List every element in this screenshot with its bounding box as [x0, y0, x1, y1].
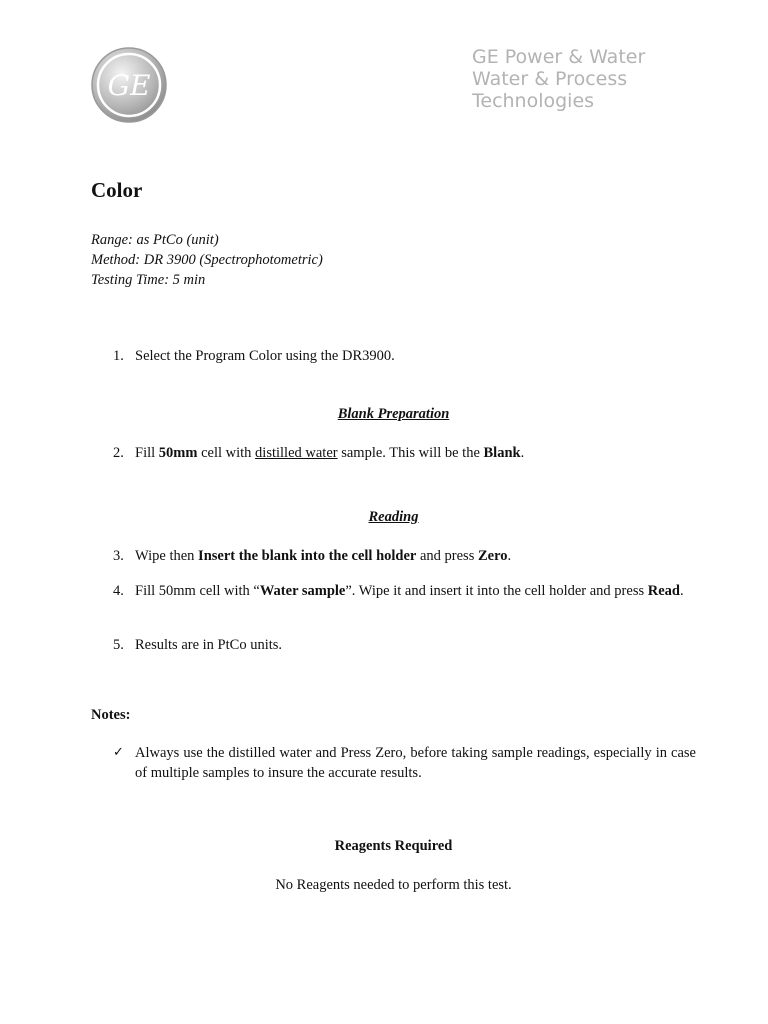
notes-label: Notes:	[91, 707, 131, 723]
reagents-heading: Reagents Required	[334, 838, 453, 854]
step-number: 5.	[113, 637, 124, 653]
org-line-2: Water & Process	[472, 68, 628, 90]
note-text: Always use the distilled water and Press Zero, before taking sample readings, especially in case of multiple samples to insure the accurate results.	[135, 745, 696, 781]
step-text: Select the Program Color using the DR3900.	[135, 348, 395, 364]
organization-header	[472, 46, 692, 112]
step-5	[113, 635, 696, 655]
meta-method: Method: DR 3900 (Spectrophotometric)	[91, 252, 323, 268]
step-4	[113, 581, 696, 601]
meta-range: Range: as PtCo (unit)	[91, 232, 219, 248]
step-text: Results are in PtCo units.	[135, 637, 283, 653]
step-text: Wipe then Insert the blank into the cell holder and press Zero.	[135, 548, 512, 564]
step-1	[113, 346, 696, 366]
step-number: 1.	[113, 348, 124, 364]
step-number: 3.	[113, 548, 124, 564]
org-line-3: Technologies	[472, 90, 595, 112]
meta-testing-time: Testing Time: 5 min	[91, 272, 206, 288]
section-heading-blank-preparation: Blank Preparation	[337, 406, 450, 422]
step-number: 2.	[113, 445, 124, 461]
step-number: 4.	[113, 583, 124, 599]
logo-lettering: GE	[107, 69, 151, 102]
section-heading-reading: Reading	[368, 509, 419, 525]
note-item	[113, 743, 696, 783]
step-text: Fill 50mm cell with “Water sample”. Wipe it and insert it into the cell holder and press Read.	[135, 583, 684, 599]
checkmark-icon: ✓	[113, 745, 124, 760]
ge-logo	[90, 46, 168, 124]
org-line-1: GE Power & Water	[472, 46, 646, 68]
reagents-text: No Reagents needed to perform this test.	[275, 877, 512, 893]
test-meta	[91, 230, 323, 290]
step-2	[113, 443, 696, 463]
step-text: Fill 50mm cell with distilled water sample. This will be the Blank.	[135, 445, 525, 461]
document-title: Color	[91, 178, 143, 202]
step-3	[113, 546, 696, 566]
